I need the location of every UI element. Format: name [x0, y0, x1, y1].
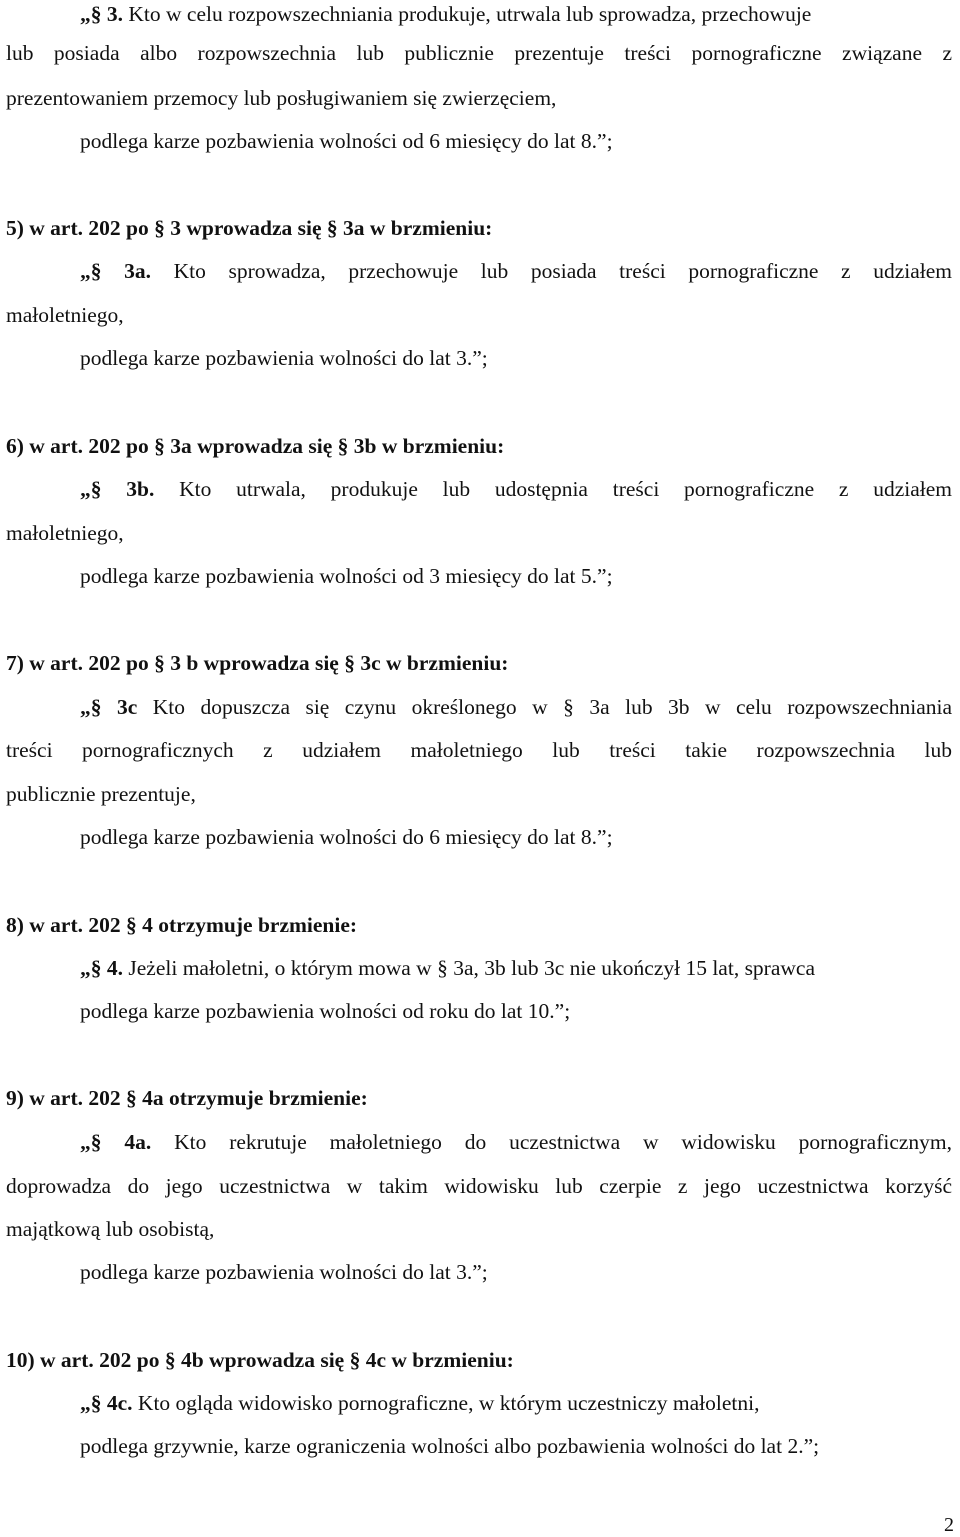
para-4-penalty: podlega karze pozbawienia wolności od roku do lat 10.”;	[80, 999, 571, 1023]
para-4a-label: „§ 4a.	[80, 1130, 152, 1154]
para-3c-line-3: publicznie prezentuje,	[6, 782, 196, 806]
para-4-text-1: Jeżeli małoletni, o którym mowa w § 3a, 3b lub 3c nie ukończył 15 lat, sprawca	[128, 956, 815, 980]
item-5-heading: 5) w art. 202 po § 3 wprowadza się § 3a w brzmieniu:	[6, 216, 493, 240]
para-4c-penalty: podlega grzywnie, karze ograniczenia wolności albo pozbawienia wolności do lat 2.”;	[80, 1434, 820, 1458]
para-3c-line-2: treści pornograficznych z udziałem małoletniego lub treści takie rozpowszechnia lub	[6, 738, 952, 762]
para-3-label: „§ 3.	[80, 2, 123, 26]
para-4c-line-1	[80, 1389, 952, 1417]
para-3-line-3: prezentowaniem przemocy lub posługiwaniem się zwierzęciem,	[6, 86, 557, 110]
para-3b-line-1	[80, 475, 952, 503]
item-8-heading: 8) w art. 202 § 4 otrzymuje brzmienie:	[6, 913, 358, 937]
para-3c-label: „§ 3c	[80, 695, 138, 719]
para-3a-line-2: małoletniego,	[6, 303, 124, 327]
para-3c-penalty: podlega karze pozbawienia wolności do 6 miesięcy do lat 8.”;	[80, 825, 613, 849]
para-3-line-1	[80, 0, 952, 28]
para-4-label: „§ 4.	[80, 956, 123, 980]
page-number: 2	[944, 1514, 954, 1536]
para-3a-line-1	[80, 257, 952, 285]
para-3c-line-1	[80, 693, 952, 721]
para-4a-penalty: podlega karze pozbawienia wolności do lat 3.”;	[80, 1260, 488, 1284]
item-10-heading: 10) w art. 202 po § 4b wprowadza się § 4c w brzmieniu:	[6, 1348, 514, 1372]
para-3a-penalty: podlega karze pozbawienia wolności do lat 3.”;	[80, 346, 488, 370]
para-3b-label: „§ 3b.	[80, 477, 155, 501]
item-7-heading: 7) w art. 202 po § 3 b wprowadza się § 3c w brzmieniu:	[6, 651, 509, 675]
para-3-text-1: Kto w celu rozpowszechniania produkuje, utrwala lub sprowadza, przechowuje	[128, 2, 812, 26]
item-9-heading: 9) w art. 202 § 4a otrzymuje brzmienie:	[6, 1086, 368, 1110]
para-4a-text-1: Kto rekrutuje małoletniego do uczestnictwa w widowisku pornograficznym,	[174, 1130, 953, 1154]
item-6-heading: 6) w art. 202 po § 3a wprowadza się § 3b w brzmieniu:	[6, 434, 505, 458]
para-4a-line-1	[80, 1128, 952, 1156]
para-3a-label: „§ 3a.	[80, 259, 151, 283]
para-3b-line-2: małoletniego,	[6, 521, 124, 545]
para-3-penalty: podlega karze pozbawienia wolności od 6 miesięcy do lat 8.”;	[80, 129, 613, 153]
para-4c-text-1: Kto ogląda widowisko pornograficzne, w którym uczestniczy małoletni,	[137, 1391, 760, 1415]
para-4a-line-2: doprowadza do jego uczestnictwa w takim widowisku lub czerpie z jego uczestnictwa korzyść	[6, 1174, 952, 1198]
para-4-line-1	[80, 954, 952, 982]
para-4a-line-3: majątkową lub osobistą,	[6, 1217, 215, 1241]
para-3c-text-1: Kto dopuszcza się czynu określonego w § 3a lub 3b w celu rozpowszechniania	[152, 695, 953, 719]
para-4c-label: „§ 4c.	[80, 1391, 133, 1415]
para-3b-penalty: podlega karze pozbawienia wolności od 3 miesięcy do lat 5.”;	[80, 564, 613, 588]
para-3a-text-1: Kto sprowadza, przechowuje lub posiada treści pornograficzne z udziałem	[173, 259, 953, 283]
para-3-line-2: lub posiada albo rozpowszechnia lub publicznie prezentuje treści pornograficzne związane z	[6, 41, 952, 65]
para-3b-text-1: Kto utrwala, produkuje lub udostępnia treści pornograficzne z udziałem	[179, 477, 952, 501]
